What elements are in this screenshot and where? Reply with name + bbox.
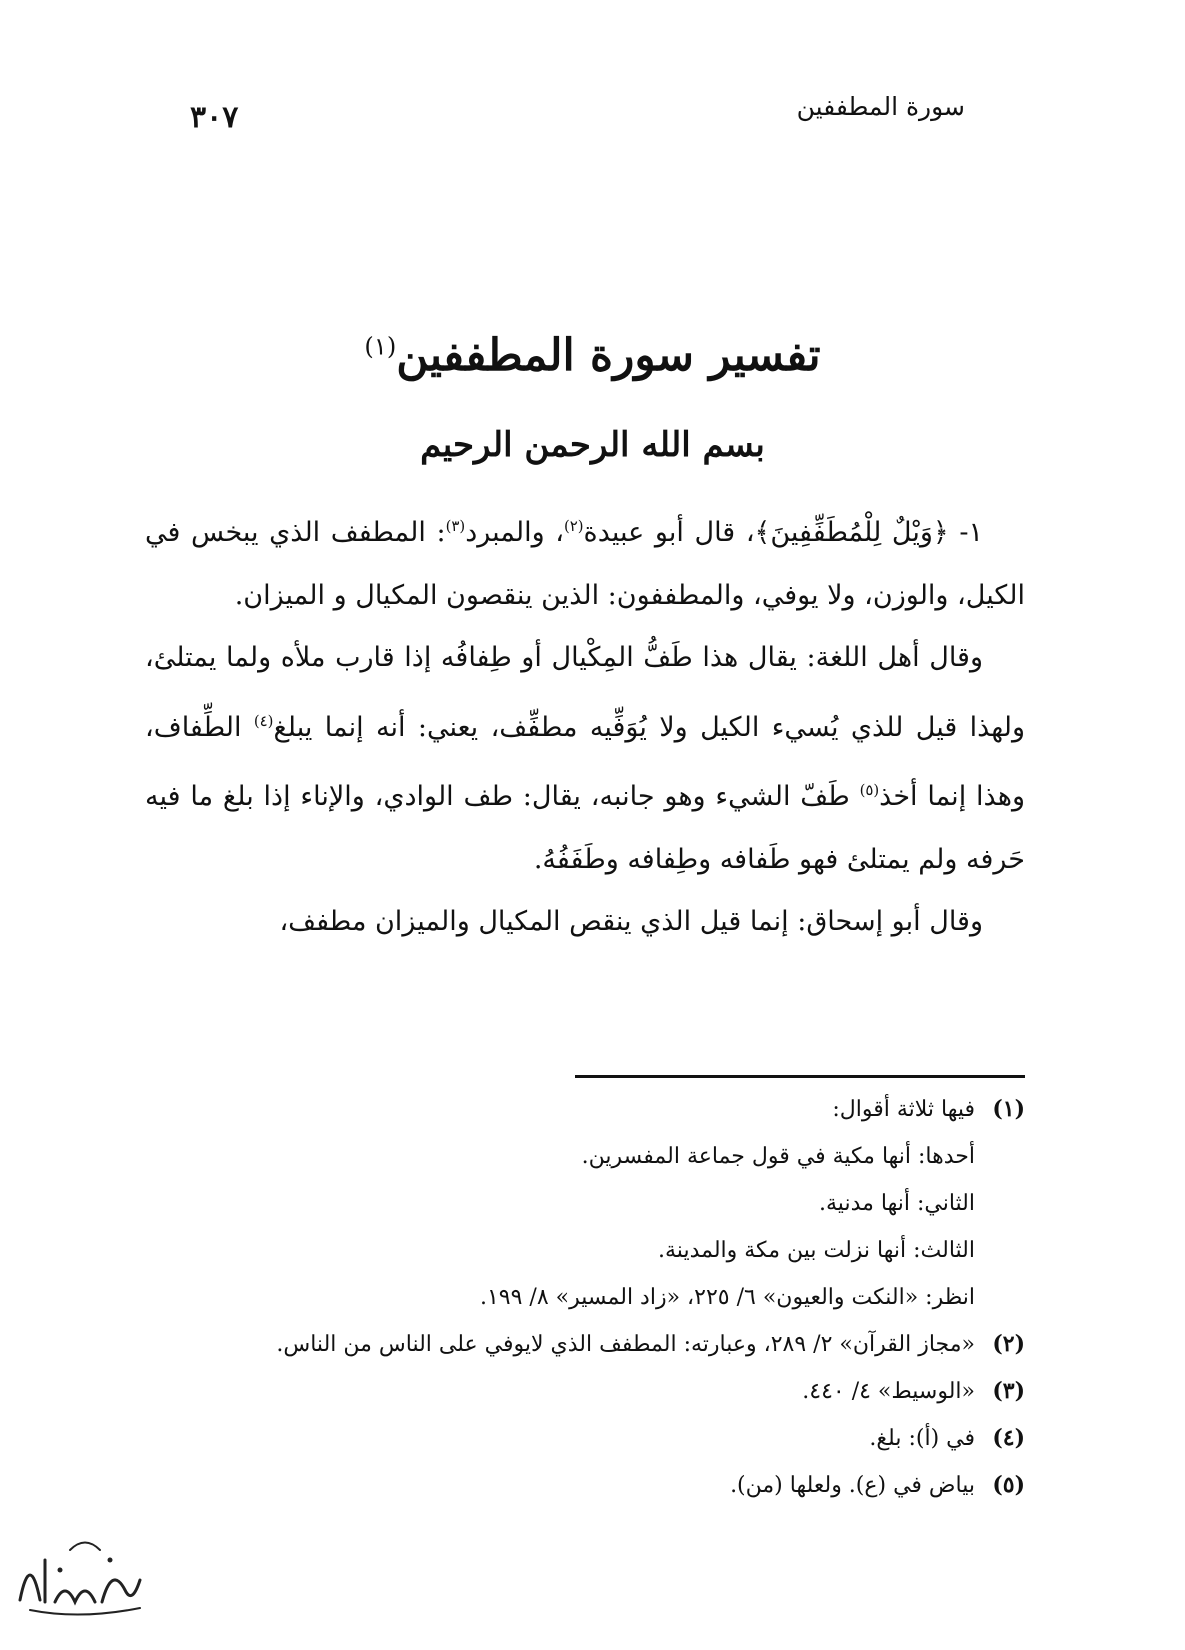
footnote-1-line-4: انظر: «النكت والعيون» ٦/ ٢٢٥، «زاد المسير» ٨/ ١٩٩. xyxy=(479,1285,975,1310)
footnote-2 xyxy=(135,1321,1025,1368)
footnote-divider xyxy=(575,1075,1025,1078)
paragraph-1-text-a: ١- ﴿وَيْلٌ لِلْمُطَفِّفِينَ﴾، قال أبو عبيدة xyxy=(583,517,983,548)
footnote-5 xyxy=(135,1462,1025,1509)
paragraph-3-text: وقال أبو إسحاق: إنما قيل الذي ينقص المكيال والميزان مطفف، xyxy=(279,906,983,937)
footnote-3 xyxy=(135,1368,1025,1415)
footnote-number: (١) xyxy=(992,1096,1025,1122)
watermark-logo xyxy=(10,1520,150,1630)
footnote-number: (٥) xyxy=(992,1472,1025,1498)
footnote-text: في (أ): بلغ. xyxy=(869,1426,975,1451)
page-number: ٣٠٧ xyxy=(190,100,239,135)
footnote-text: بياض في (ع). ولعلها (من). xyxy=(730,1473,975,1498)
chapter-title-footnote-ref[interactable]: (١) xyxy=(364,332,397,361)
footnote-number: (٢) xyxy=(992,1331,1025,1357)
paragraph-1-text-b: ، والمبرد xyxy=(465,517,564,548)
footnote-text: «الوسيط» ٤/ ٤٤٠. xyxy=(802,1379,975,1404)
chapter-title-text: تفسير سورة المطففين xyxy=(396,330,821,381)
chapter-title xyxy=(0,330,1185,381)
footnote-1 xyxy=(135,1086,1025,1133)
paragraph-2-text-b: الطِّفاف، وهذا إنما أخذ xyxy=(145,711,1025,812)
footnote-ref-2[interactable]: (٢) xyxy=(563,517,584,535)
footnote-1-line-1: أحدها: أنها مكية في قول جماعة المفسرين. xyxy=(581,1144,975,1169)
footnotes xyxy=(135,1086,1025,1509)
paragraph-2-text-a: وقال أهل اللغة: يقال هذا طَفُّ المِكْيال أو طِفافُه إذا قارب ملأه ولما يمتلئ، ولهذا قيل للذي يُسيء الكيل ولا يُوَفِّيه مطفِّف، يعني: أنه إنما يبلغ xyxy=(145,642,1026,743)
footnote-4 xyxy=(135,1415,1025,1462)
footnote-1-line-2: الثاني: أنها مدنية. xyxy=(819,1191,975,1216)
footnote-number: (٤) xyxy=(992,1425,1025,1451)
footnote-ref-5[interactable]: (٥) xyxy=(859,781,880,799)
paragraph-2 xyxy=(145,627,1025,891)
footnote-1-line-3: الثالث: أنها نزلت بين مكة والمدينة. xyxy=(658,1238,975,1263)
paragraph-1 xyxy=(145,495,1025,627)
paragraph-2-text-c: طَفّ الشيء وهو جانبه، يقال: طف الوادي، والإناء إذا بلغ ما فيه حَرفه ولم يمتلئ فهو طَفافه وطِفافه وطَفَفُهُ. xyxy=(145,781,1025,875)
basmala: بسم الله الرحمن الرحيم xyxy=(420,425,765,465)
footnote-ref-3[interactable]: (٣) xyxy=(445,517,466,535)
footnote-text: «مجاز القرآن» ٢/ ٢٨٩، وعبارته: المطفف الذي لايوفي على الناس من الناس. xyxy=(276,1332,975,1357)
footnote-ref-4[interactable]: (٤) xyxy=(253,711,274,730)
main-text xyxy=(145,495,1025,954)
footnote-text: فيها ثلاثة أقوال: xyxy=(832,1097,975,1122)
footnote-number: (٣) xyxy=(992,1378,1025,1404)
paragraph-3 xyxy=(145,891,1025,954)
running-title: سورة المطففين xyxy=(796,92,965,121)
paragraph-1-text-c: : المطفف الذي يبخس في الكيل، والوزن، ولا يوفي، والمطففون: الذين ينقصون المكيال و الميزان. xyxy=(145,517,1025,611)
